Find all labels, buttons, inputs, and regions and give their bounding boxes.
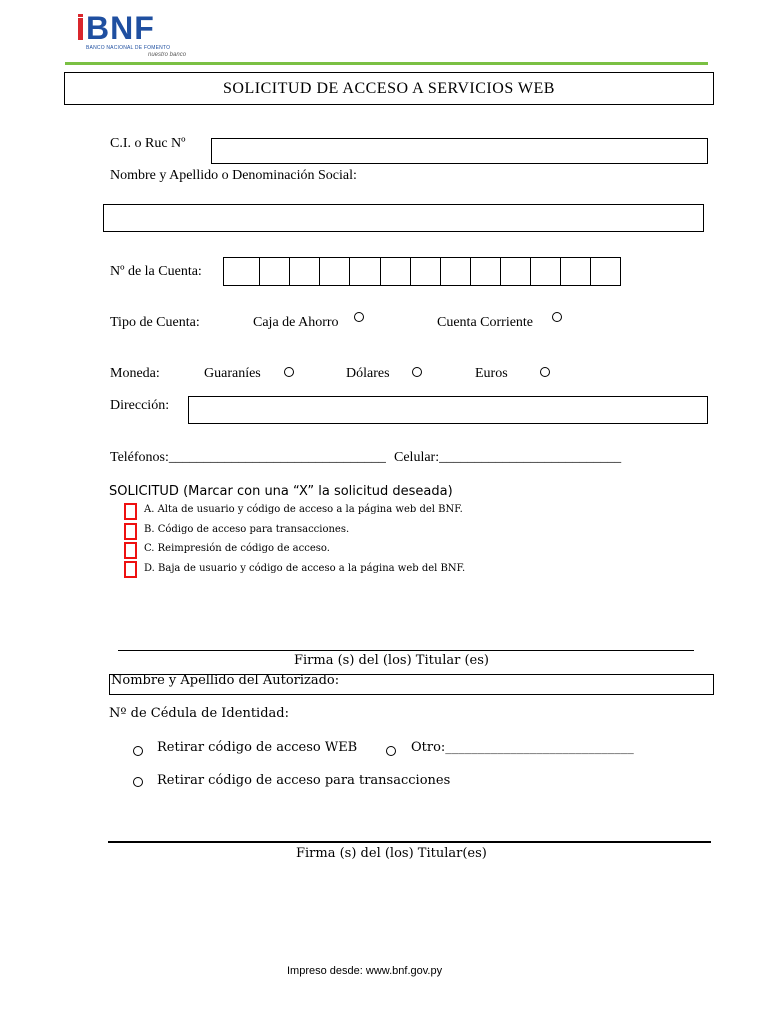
solicitud-item-c: C. Reimpresión de código de acceso. [144,543,330,554]
logo-text: BNF [86,10,155,46]
telefonos-label[interactable]: Teléfonos:_______________________________ [110,450,386,465]
dolares-radio[interactable] [412,367,422,377]
direccion-label: Dirección: [110,398,170,413]
cuenta-digit [470,258,501,285]
cuenta-field[interactable] [223,257,621,286]
solicitud-checkbox-b[interactable] [124,523,137,540]
cuenta-corriente-radio[interactable] [552,312,562,322]
firma-line-2 [108,841,711,843]
retirar-web-label: Retirar código de acceso WEB [157,740,358,755]
otro-radio[interactable] [386,746,396,756]
tipo-label: Tipo de Cuenta: [110,315,200,330]
cuenta-digit [289,258,320,285]
firma-line [118,650,694,651]
cuenta-digit [224,258,260,285]
direccion-field[interactable] [188,396,708,424]
nombre-field[interactable] [103,204,704,232]
firma-label-2: Firma (s) del (los) Titular(es) [296,846,487,861]
cuenta-digit [410,258,441,285]
caja-ahorro-radio[interactable] [354,312,364,322]
cuenta-digit [259,258,290,285]
cuenta-digit [319,258,350,285]
guaranies-radio[interactable] [284,367,294,377]
form-title-text: SOLICITUD DE ACCESO A SERVICIOS WEB [223,79,555,97]
otro-label[interactable]: Otro:_____________________________ [411,740,634,755]
solicitud-item-d: D. Baja de usuario y código de acceso a la página web del BNF. [144,563,466,574]
solicitud-checkbox-c[interactable] [124,542,137,559]
cuenta-digit [349,258,381,285]
form-title [64,72,714,105]
footer-text: Impreso desde: www.bnf.gov.py [287,965,443,977]
header-rule [65,62,708,65]
solicitud-item-a: A. Alta de usuario y código de acceso a la página web del BNF. [144,504,463,515]
retirar-trans-label: Retirar código de acceso para transacciones [157,773,451,788]
cuenta-corriente-label: Cuenta Corriente [437,315,534,330]
cuenta-digit [500,258,531,285]
cuenta-digit [560,258,591,285]
firma-label: Firma (s) del (los) Titular (es) [294,653,489,668]
solicitud-checkbox-d[interactable] [124,561,137,578]
logo-tagline: nuestro banco [148,52,187,58]
solicitud-checkbox-a[interactable] [124,503,137,520]
logo-bar [78,18,83,40]
celular-label[interactable]: Celular:__________________________ [394,450,622,465]
nombre-label: Nombre y Apellido o Denominación Social: [110,168,357,183]
euros-label: Euros [475,366,508,381]
euros-radio[interactable] [540,367,550,377]
bnf-logo [78,12,188,60]
cuenta-digit [440,258,471,285]
dolares-label: Dólares [346,366,390,381]
cuenta-digit [530,258,561,285]
solicitud-item-b: B. Código de acceso para transacciones. [144,524,350,535]
retirar-trans-radio[interactable] [133,777,143,787]
moneda-label: Moneda: [110,366,160,381]
cuenta-digit [380,258,411,285]
logo-subtitle: BANCO NACIONAL DE FOMENTO [86,45,171,51]
autorizado-field[interactable] [109,674,714,695]
cuenta-label: Nº de la Cuenta: [110,264,202,279]
guaranies-label: Guaraníes [204,366,261,381]
caja-ahorro-label: Caja de Ahorro [253,315,339,330]
solicitud-title: SOLICITUD (Marcar con una “X” la solicitud deseada) [109,484,453,499]
logo-dot [78,14,83,17]
ci-label: C.I. o Ruc Nº [110,136,186,151]
retirar-web-radio[interactable] [133,746,143,756]
autorizado-label: Nombre y Apellido del Autorizado: [111,673,340,688]
cedula-label: Nº de Cédula de Identidad: [109,706,289,721]
ci-field[interactable] [211,138,708,164]
